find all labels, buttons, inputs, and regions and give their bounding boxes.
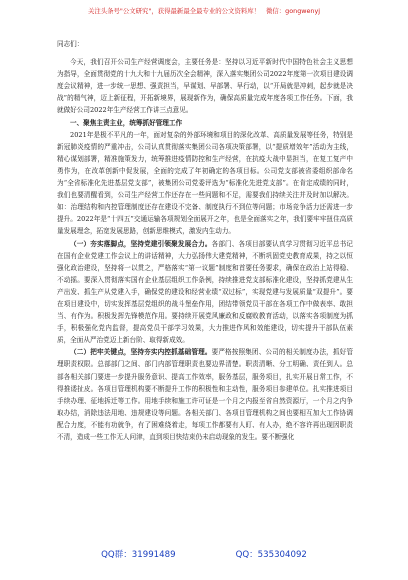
salutation: 同志们： bbox=[57, 40, 84, 48]
subsection2-paragraph bbox=[57, 346, 353, 443]
banner-promo-text: 关注头条号"公文研究"，获得最新最全最专业的公文资料库！ bbox=[87, 7, 261, 15]
header-banner bbox=[0, 6, 408, 15]
footer-qq: QQ：535304092 bbox=[235, 550, 307, 560]
subsection1-heading: （一）夯实落脚点，坚持党建引领聚发展合力。 bbox=[70, 239, 212, 248]
section-heading-1: 一、聚焦主责主业，统筹抓好管理工作 bbox=[70, 118, 183, 127]
subsection2-heading: （二）把牢关键点，坚持夯实内控抓基础管理。 bbox=[70, 348, 212, 357]
subsection1-paragraph bbox=[57, 238, 353, 347]
document-body bbox=[57, 38, 353, 538]
footer-qq-group: QQ群：31991489 bbox=[101, 550, 176, 560]
subsection1-text: 各部门、各项目部要认真学习贯彻习近平总书记在国有企业党建工作会议上的讲话精神，大力弘扬伟大建党精神，不断巩固党史教育成果，持之以恒强化政治建设，坚持将一以贯之，严格落实“第一议题”制度和首要任务要求，确保在政治上站得稳、不动摇。要深入贯彻落实国有企业基层组织工作条例，持续推进党支部标准化建设，坚持抓党建从生产出发、抓生产从党建入手，确保党的建设和经营业绩“双过标”，实现党建与发展质量“双提升”。要在项目建设中，切实发挥基层党组织的战斗堡垒作用，团结带领党员干部在各项工作中做表率、敢担当、有作为。积极发挥先锋模范作用。要持续开展党风廉政和反腐败教育活动，以落实各项制度为抓手，积极强化党内监督，提高党员干部学习效果，大力推进作风和效能建设，切实提升干部队伍素质，全面从严治党迈上新台阶、取得新成效。 bbox=[57, 239, 353, 345]
section1-paragraph: 2021年是极不平凡的一年，面对复杂的外部环境和项目的深化改革、高质量发展等任务，特别是新冠肺炎疫情的严重冲击，公司认真贯彻落实集团公司各项决策部署，以“提质增效年”活动为主线，精心谋划部署，精准施策发力，统筹推进疫情防控和生产经营，在抗疫大战中显担当，在复工复产中勇作为，在改革创新中促发展，全面的完成了年初确定的各项目标。公司党支部被省委组织部命名为“全省标准化先进基层党支部”，被集团公司党委评选为“标准化先进党支部”。在肯定成绩的同时，我们也要清醒看到，公司生产经营工作还存在一些问题和不足，需要我们持续关注并及时加以解决。如：治理结构和内控管理制度还存在建设不完备、制度执行不到位等问题；市场竞争活力还需进一步提升。2022年是“十四五”交通运输各项规划全面展开之年，也是全面落实之年，我们要牢牢扭住高质量发展理念，拓宽发展思路，创新思维模式，激发内生动力。 bbox=[57, 130, 353, 236]
intro-paragraph: 今天，我们召开公司生产经营调度会，主要任务是：坚持以习近平新时代中国特色社会主义思想为指导，全面贯彻党的十九大和十九届历次全会精神，深入落实集团公司2022年度第一次项目建设调度会议精神，进一步统一思想、强责担当，早谋划、早部署、早行动，以“开局就是冲刺，起步就是决战”的精气神，迈上新征程，开拓新境界，展现新作为，确保高质量完成年度各项工作任务。下面，我就做好公司2022年生产经营工作讲三点意见。 bbox=[57, 58, 353, 115]
footer-contact bbox=[0, 548, 408, 560]
banner-wechat-text: 微信：gongwenyj bbox=[266, 7, 321, 15]
subsection2-text: 要严格按照集团、公司的相关制度办法，抓好管理职责权限。总部部门之间、部门内部管理职责也要边界清楚。职责清晰、分工明确、责任到人。总部各相关部门要进一步提升服务意识、提高工作效率，服务基层，服务项目，扎实开展日常工作，不得推诿扯皮。各项目管理机构要不断提升工作的积极性和主动性，服务项目参建单位。扎实推进项目手续办理、征地拆迁等工作。用地手续和施工许可证是一个月之内报至省自然资源厅，一个月之内争取办结，消除违法用地、违规建设等问题。各相关部门、各项目管理机构之间也要相互加大工作协调配合力度，不能有功就争，有了困难绕着走，每项工作都要有人盯、有人办，绝不容许再出现因职责不清，造成一些工作无人问津，直到项目快结束仍未启动现象的发生。要不断强化 bbox=[57, 348, 353, 441]
